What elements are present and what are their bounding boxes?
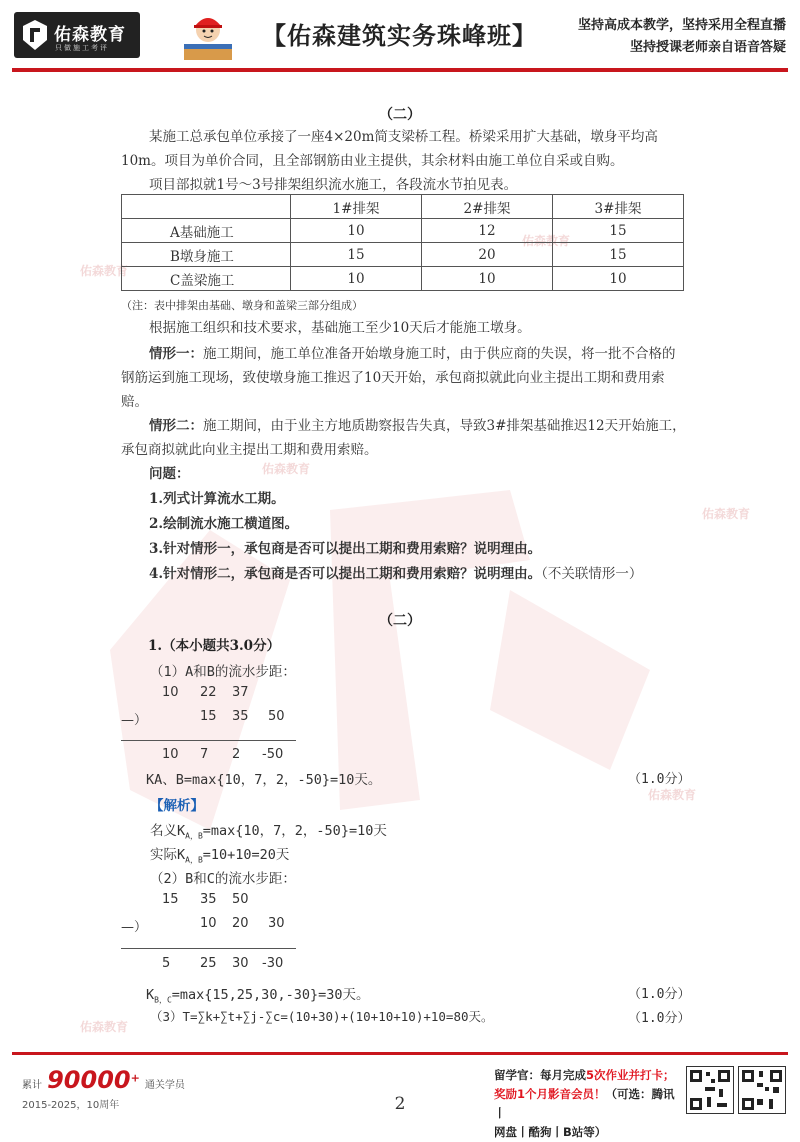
ab-result-value: 10 — [162, 747, 179, 762]
watermark-text: 佑森教育 — [80, 264, 129, 278]
ab-mid-value: 15 — [200, 709, 217, 724]
question-item-4-text: 4.针对情形二，承包商是否可以提出工期和费用索赔？说明理由。 — [149, 566, 542, 582]
bc-top-value: 15 — [162, 892, 179, 907]
question-heading: （二） — [379, 107, 421, 123]
table-cell: 12 — [422, 219, 553, 243]
mascot-icon — [178, 8, 238, 64]
total-suffix: 通关学员 — [144, 1080, 185, 1091]
answer-subsection-1: 1.（本小题共3.0分） — [148, 638, 281, 654]
table-row — [122, 243, 684, 267]
case-one — [121, 342, 686, 414]
total-value: 90000 — [47, 1066, 131, 1094]
logo-mark-icon — [20, 18, 50, 52]
question-item-3: 3.针对情形一，承包商是否可以提出工期和费用索赔？说明理由。 — [149, 541, 542, 557]
page-header — [0, 0, 800, 70]
promo-1a: 留学官： — [494, 1068, 540, 1082]
bc-top-value: 35 — [200, 892, 217, 907]
table-row — [122, 267, 684, 291]
ab-result-value: -50 — [262, 747, 284, 762]
bc-sum-line — [121, 948, 296, 949]
watermark-text: 佑森教育 — [262, 462, 311, 476]
ab-result-value: 7 — [200, 747, 209, 762]
footer-divider — [12, 1052, 788, 1055]
table-cell: B墩身施工 — [122, 243, 291, 267]
analysis-line-2 — [150, 843, 289, 866]
table-cell: 15 — [553, 219, 684, 243]
table-header-row — [122, 195, 684, 219]
watermark-text: 佑森教育 — [522, 234, 571, 248]
header-divider — [12, 68, 788, 72]
kb-c-result — [146, 983, 369, 1006]
logo-subtitle: 只做施工考评 — [55, 44, 109, 52]
promo-1b: 每月完成 — [540, 1068, 586, 1082]
bc-result-value: 5 — [162, 956, 171, 971]
ab-top-value: 10 — [162, 685, 179, 700]
ab-mid-value: 50 — [268, 709, 285, 724]
subscript: B，C — [154, 995, 172, 1005]
analysis-line-2-tail: =10+10=20天 — [202, 847, 290, 863]
score-badge: （1.0分） — [628, 1011, 691, 1026]
total-label: 累计 — [22, 1080, 42, 1091]
question-item-4-tail: （不关联情形一） — [541, 566, 643, 582]
analysis-line-1-text: 名义K — [150, 823, 186, 839]
table-cell: 20 — [422, 243, 553, 267]
promo-2b: （可选：腾讯丨 — [494, 1087, 675, 1120]
ka-b-result: KA、B=max{10，7，2，-50}=10天。 — [146, 772, 382, 788]
bc-mid-value: 30 — [268, 916, 285, 931]
case-one-label: 情形一： — [149, 346, 203, 362]
total-duration-formula: （3）T=∑k+∑t+∑j-∑c=(10+30)+(10+10+10)+10=80天。 — [150, 1009, 494, 1024]
table-cell: 15 — [553, 243, 684, 267]
bc-result-value: -30 — [262, 956, 284, 971]
question-paragraph-2: 项目部拟就1号～3号排架组织流水施工，各段流水节拍见表。 — [149, 177, 518, 193]
total-plus: + — [130, 1071, 140, 1085]
header-title: 【佑森建筑实务珠峰班】 — [262, 22, 537, 50]
bc-result-value: 30 — [232, 956, 249, 971]
promo-1c: 5次作业并打卡； — [586, 1068, 675, 1082]
table-row — [122, 219, 684, 243]
promo-line-3: 网盘丨酷狗丨B站等） — [494, 1125, 607, 1139]
promo-line-2 — [494, 1085, 684, 1123]
header-slogan-2: 坚持授课老师亲自语音答疑 — [629, 40, 786, 55]
rhythm-table — [121, 194, 684, 291]
kb-c-tail: =max{15,25,30,-30}=30天。 — [171, 987, 370, 1003]
score-badge: （1.0分） — [628, 987, 691, 1002]
bc-mid-value: 10 — [200, 916, 217, 931]
questions-label: 问题： — [149, 466, 190, 482]
analysis-line-1-tail: =max{10，7，2，-50}=10天 — [202, 823, 387, 839]
table-note: （注：表中排架由基础、墩身和盖梁三部分组成） — [121, 299, 363, 312]
table-header-cell — [122, 195, 291, 219]
qr-code-icon[interactable] — [738, 1066, 786, 1114]
brand-logo — [14, 12, 140, 58]
analysis-label: 【解析】 — [150, 798, 204, 814]
subscript: A，B — [185, 855, 203, 865]
ab-top-value: 22 — [200, 685, 217, 700]
case-two — [121, 414, 686, 462]
table-cell: 10 — [553, 267, 684, 291]
header-slogan-1: 坚持高成本教学，坚持采用全程直播 — [577, 18, 786, 33]
ab-sum-line — [121, 740, 296, 741]
footer-promo — [494, 1066, 684, 1142]
bc-mid-value: 20 — [232, 916, 249, 931]
bc-result-value: 25 — [200, 956, 217, 971]
question-paragraph-1: 某施工总承包单位承接了一座4×20m简支梁桥工程。桥梁采用扩大基础，墩身平均高10m。项目为单价合同，且全部钢筋由业主提供，其余材料由施工单位自采或自购。 — [121, 129, 658, 169]
question-item-2: 2.绘制流水施工横道图。 — [149, 516, 299, 532]
table-cell: 10 — [291, 219, 422, 243]
table-header-cell: 1#排架 — [291, 195, 422, 219]
ab-step-title: （1）A和B的流水步距： — [150, 664, 296, 680]
table-cell: 15 — [291, 243, 422, 267]
table-header-cell: 2#排架 — [422, 195, 553, 219]
ab-result-value: 2 — [232, 747, 241, 762]
analysis-line-1 — [150, 819, 387, 842]
table-cell: C盖梁施工 — [122, 267, 291, 291]
watermark-text: 佑森教育 — [702, 507, 751, 521]
question-paragraph-3: 根据施工组织和技术要求，基础施工至少10天后才能施工墩身。 — [149, 320, 531, 336]
case-two-label: 情形二： — [149, 418, 203, 434]
case-one-text: 施工期间，施工单位准备开始墩身施工时，由于供应商的失误，将一批不合格的钢筋运到施工现场，致使墩身施工推迟了10天开始，承包商拟就此向业主提出工期和费用索赔。 — [121, 346, 676, 410]
bc-step-title: （2）B和C的流水步距： — [150, 871, 296, 887]
footer-years: 2015-2025，10周年 — [22, 1100, 120, 1111]
promo-line-1 — [494, 1066, 684, 1085]
ab-mid-value: 35 — [232, 709, 249, 724]
kb-c-text: K — [146, 987, 155, 1003]
question-item-1: 1.列式计算流水工期。 — [149, 491, 285, 507]
minus-sign: —） — [121, 713, 148, 728]
analysis-line-2-text: 实际K — [150, 847, 186, 863]
case-two-text: 施工期间，由于业主方地质勘察报告失真，导致3#排架基础推迟12天开始施工，承包商拟就此向业主提出工期和费用索赔。 — [121, 418, 686, 458]
qr-code-icon[interactable] — [686, 1066, 734, 1114]
answer-heading: （二） — [379, 613, 421, 629]
page-number: 2 — [394, 1094, 406, 1114]
logo-name: 佑森教育 — [54, 25, 126, 45]
watermark-text: 佑森教育 — [80, 1020, 129, 1034]
ab-top-value: 37 — [232, 685, 249, 700]
table-cell: 10 — [291, 267, 422, 291]
watermark-text: 佑森教育 — [648, 788, 697, 802]
question-item-4 — [121, 562, 686, 586]
promo-2: 奖励1个月影音会员！ — [494, 1087, 606, 1101]
subscript: A，B — [185, 831, 203, 841]
minus-sign: —） — [121, 920, 148, 935]
bc-top-value: 50 — [232, 892, 249, 907]
table-cell: A基础施工 — [122, 219, 291, 243]
table-cell: 10 — [422, 267, 553, 291]
table-header-cell: 3#排架 — [553, 195, 684, 219]
score-badge: （1.0分） — [628, 772, 691, 787]
